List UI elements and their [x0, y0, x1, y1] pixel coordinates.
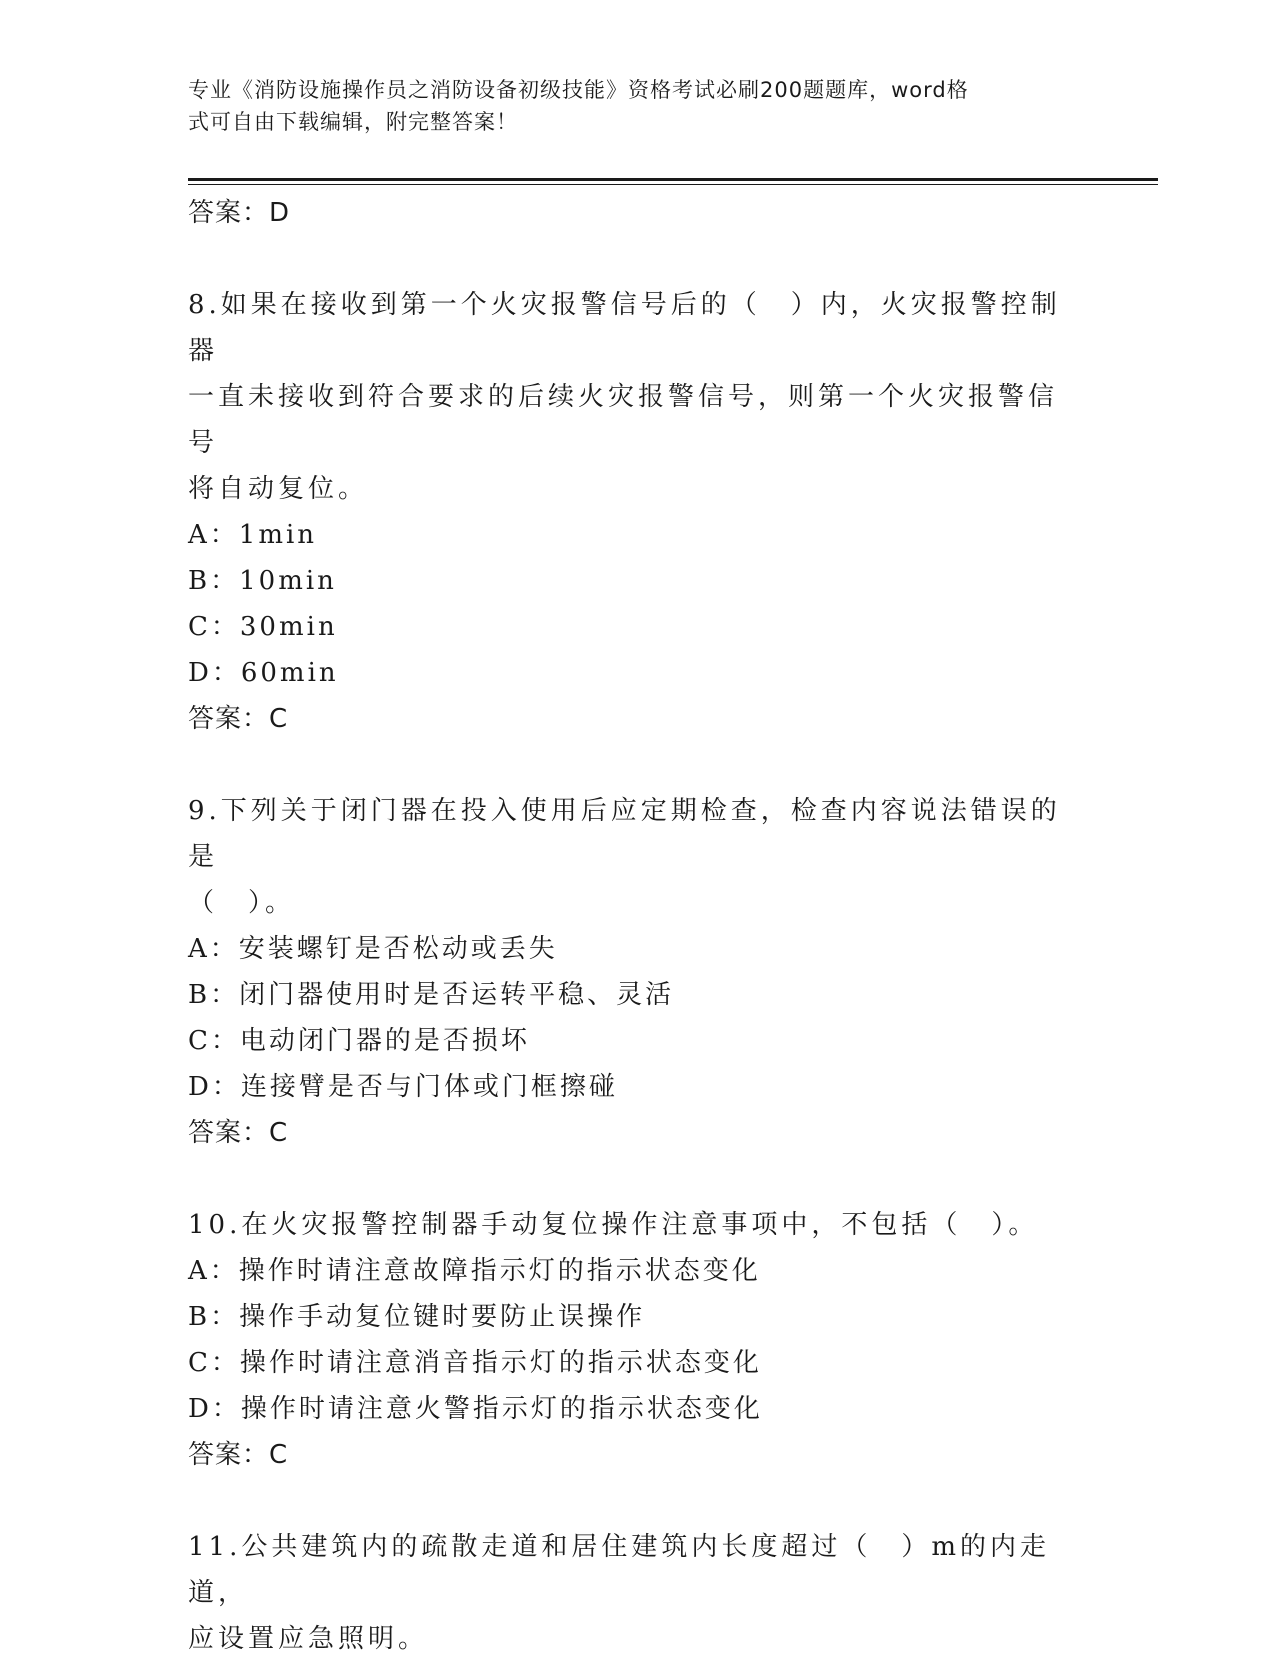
- answer: 答案：C: [188, 1440, 289, 1470]
- spacer: [188, 742, 1068, 788]
- spacer: [188, 236, 1068, 282]
- option-d: D：60min: [188, 658, 339, 688]
- question-text-line: 应设置应急照明。: [188, 1624, 429, 1654]
- question-text-line: 9.下列关于闭门器在投入使用后应定期检查，检查内容说法错误的是: [188, 796, 1061, 872]
- option-d: D：操作时请注意火警指示灯的指示状态变化: [188, 1394, 763, 1424]
- document-body: [188, 190, 1068, 1662]
- question-text-line: 10.在火灾报警控制器手动复位操作注意事项中，不包括（ ）。: [188, 1210, 1039, 1240]
- header-line-2: 式可自由下载编辑，附完整答案！: [188, 110, 518, 134]
- option-c: C：操作时请注意消音指示灯的指示状态变化: [188, 1348, 762, 1378]
- page-header: [188, 74, 1068, 138]
- option-d: D：连接臂是否与门体或门框擦碰: [188, 1072, 618, 1102]
- header-divider: [188, 178, 1158, 181]
- option-b: B：闭门器使用时是否运转平稳、灵活: [188, 980, 675, 1010]
- option-b: B：10min: [188, 566, 337, 596]
- option-b: B：操作手动复位键时要防止误操作: [188, 1302, 646, 1332]
- question-text-line: （ ）。: [188, 888, 296, 918]
- header-divider-thin: [188, 184, 1158, 185]
- option-c: C：30min: [188, 612, 338, 642]
- header-line-1: 专业《消防设施操作员之消防设备初级技能》资格考试必刷200题题库，word格: [188, 78, 969, 102]
- option-c: C：电动闭门器的是否损坏: [188, 1026, 530, 1056]
- question-10: [188, 1202, 1068, 1478]
- question-9: [188, 788, 1068, 1156]
- question-text-line: 将自动复位。: [188, 474, 369, 504]
- answer: 答案：C: [188, 704, 289, 734]
- spacer: [188, 1478, 1068, 1524]
- question-8: [188, 282, 1068, 742]
- answer: 答案：C: [188, 1118, 289, 1148]
- previous-answer: 答案：D: [188, 198, 291, 228]
- question-text-line: 一直未接收到符合要求的后续火灾报警信号，则第一个火灾报警信号: [188, 382, 1059, 458]
- question-text-line: 11.公共建筑内的疏散走道和居住建筑内长度超过（ ）m的内走道，: [188, 1532, 1051, 1608]
- spacer: [188, 1156, 1068, 1202]
- option-a: A：操作时请注意故障指示灯的指示状态变化: [188, 1256, 761, 1286]
- question-11: [188, 1524, 1068, 1662]
- option-a: A：1min: [188, 520, 318, 550]
- option-a: A：安装螺钉是否松动或丢失: [188, 934, 558, 964]
- question-text-line: 8.如果在接收到第一个火灾报警信号后的（ ）内，火灾报警控制器: [188, 290, 1061, 366]
